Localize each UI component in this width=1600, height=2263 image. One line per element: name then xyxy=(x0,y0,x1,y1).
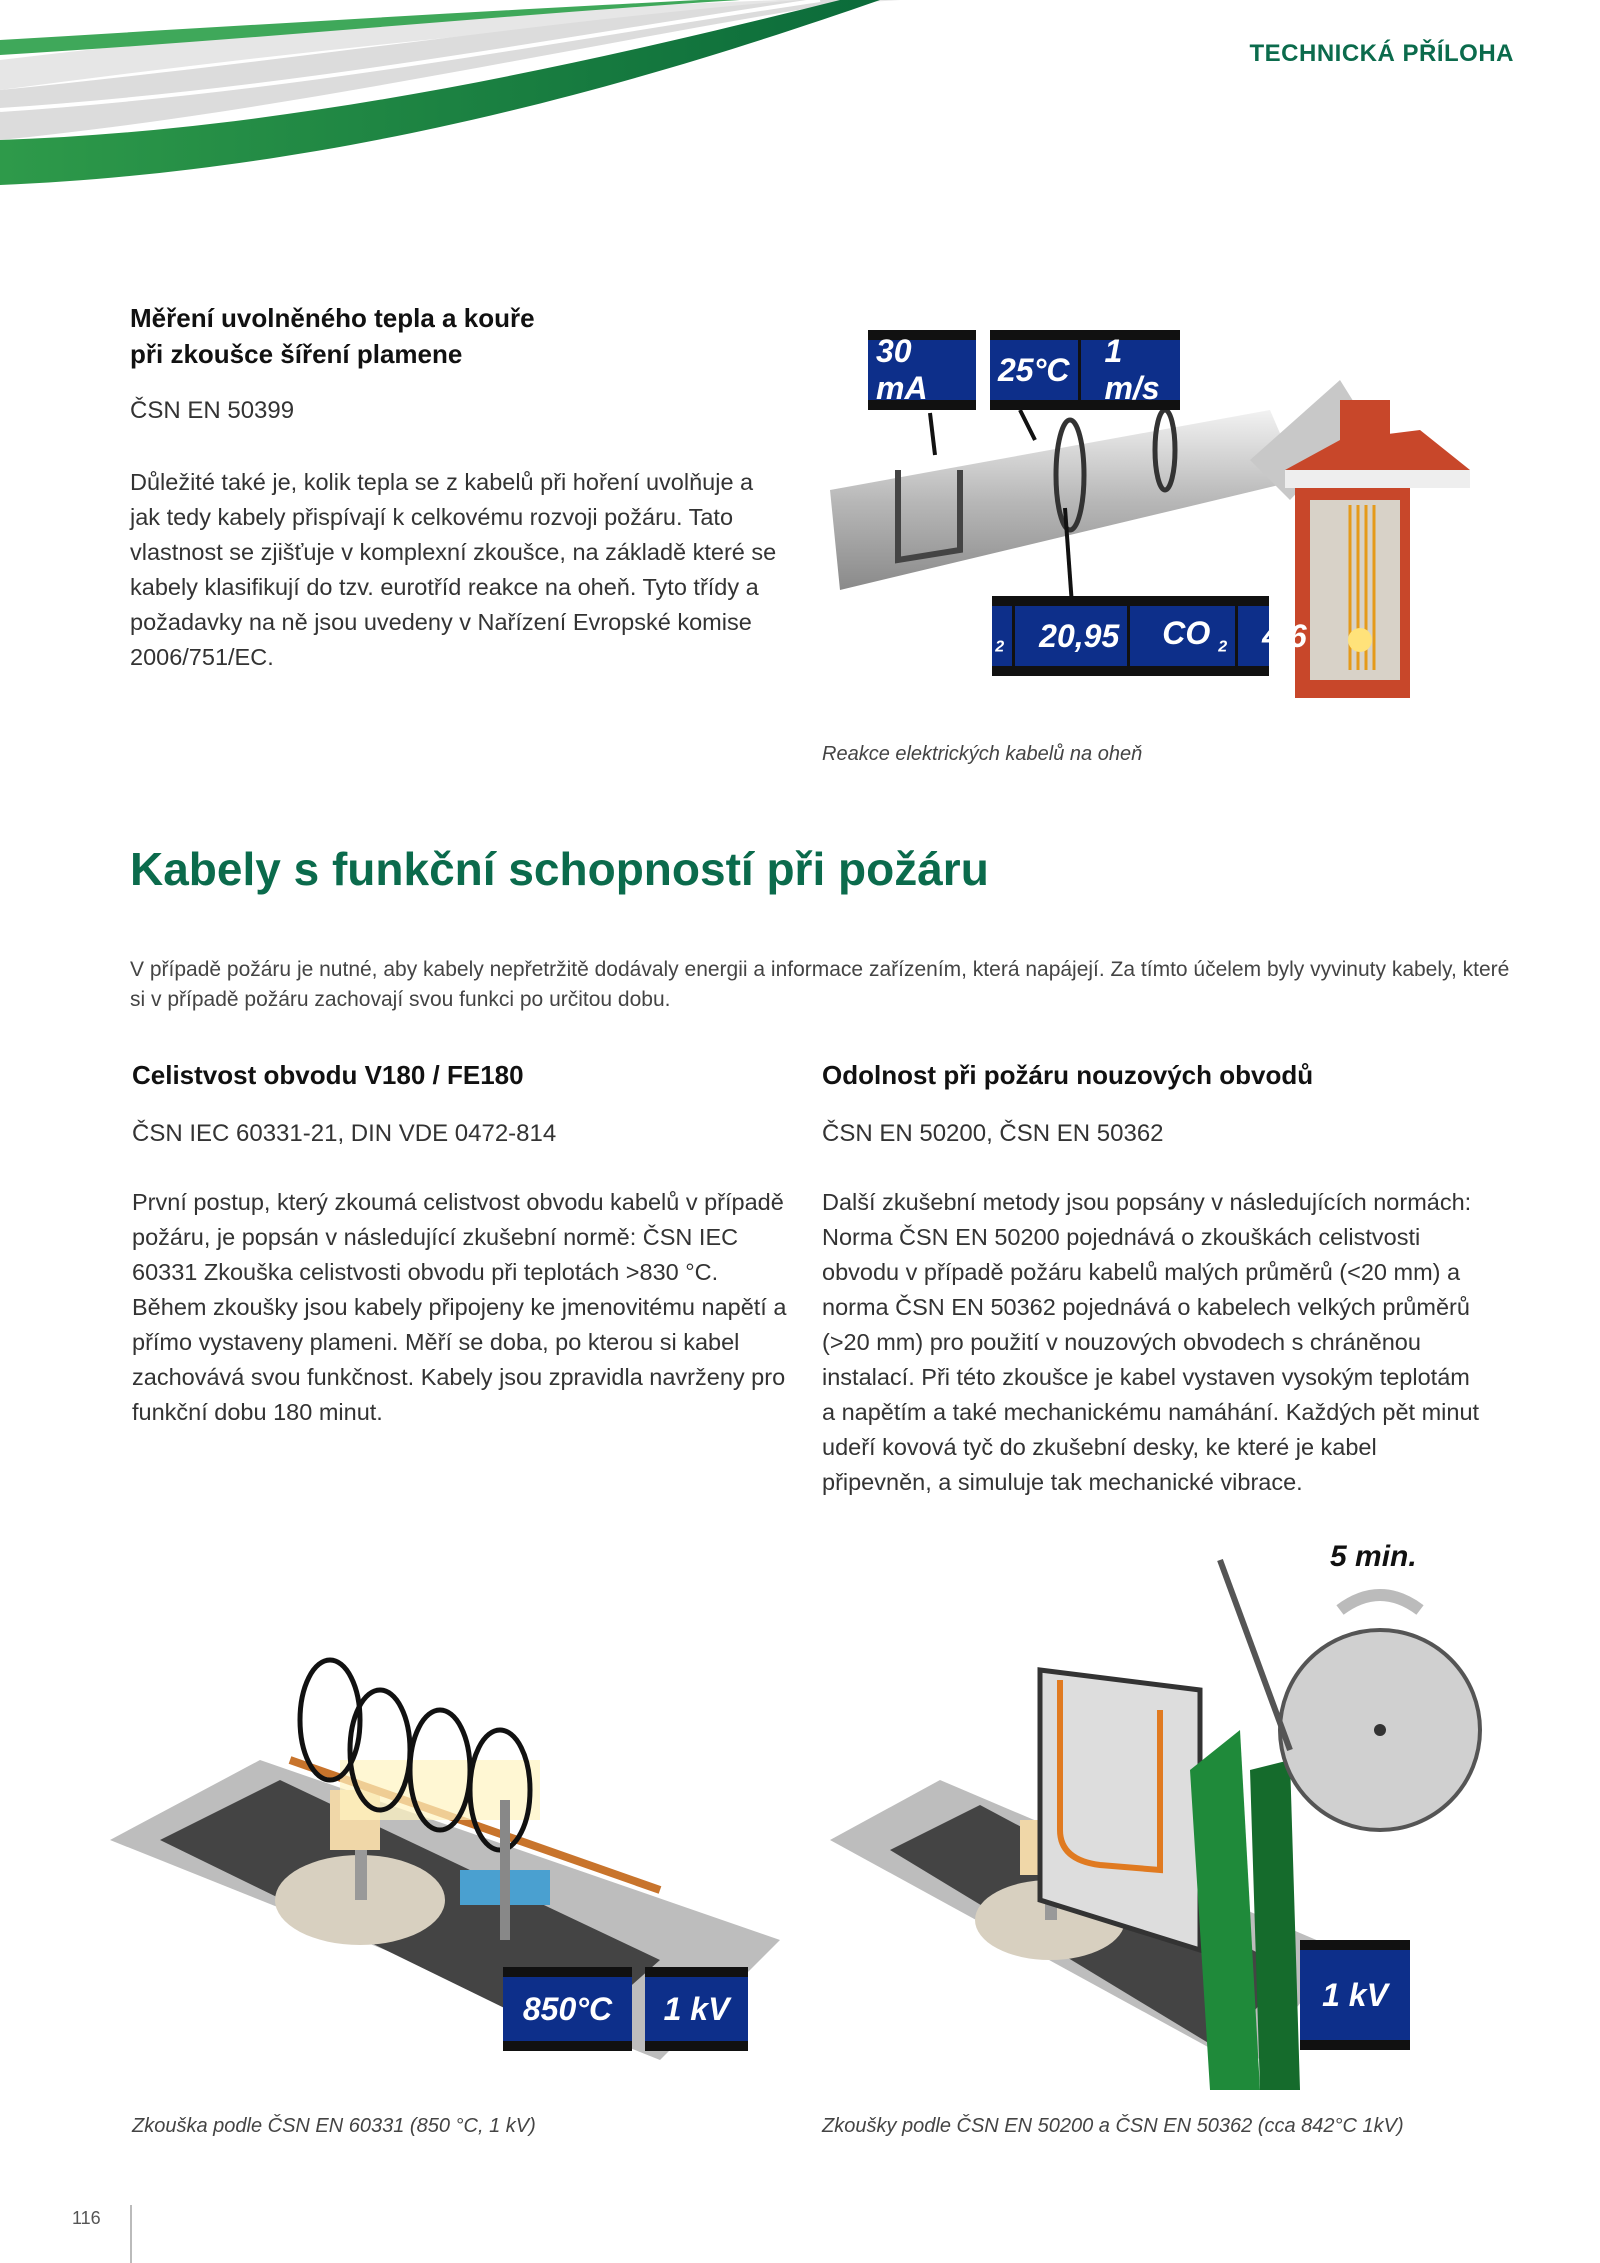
right-caption: Zkoušky podle ČSN EN 50200 a ČSN EN 50362 (cca 842°C 1kV) xyxy=(822,2115,1404,2137)
smoke-section-title xyxy=(130,300,535,372)
right-standard: ČSN EN 50200, ČSN EN 50362 xyxy=(822,1120,1164,1147)
smoke-standard: ČSN EN 50399 xyxy=(130,397,295,424)
o2-subscript: 2 xyxy=(995,638,1005,656)
co2-symbol xyxy=(1146,615,1235,656)
gas-readout xyxy=(962,596,1307,676)
temp-speed-readout xyxy=(990,330,1180,410)
o2-letter: O xyxy=(962,615,988,652)
main-intro: V případě požáru je nutné, aby kabely nepřetržitě dodávaly energii a informace zařízením, která napájejí. Za tímto účelem byly vyvinuty kabely, které si v případě požáru zachovají svou funkci po určitou dobu. xyxy=(130,958,1510,1011)
main-title: Kabely s funkční schopností při požáru xyxy=(130,843,989,895)
left-caption: Zkouška podle ČSN EN 60331 (850 °C, 1 kV) xyxy=(132,2115,536,2137)
voltage-value: 1 kV xyxy=(663,1990,730,2027)
current-value: 30 mA xyxy=(876,333,928,406)
interval-label: 5 min. xyxy=(1330,1540,1417,1573)
separator xyxy=(1078,340,1097,400)
title-line-1: Měření uvolněného tepla a kouře xyxy=(130,303,535,333)
current-readout xyxy=(868,330,976,410)
separator xyxy=(1127,606,1146,666)
co2-subscript: 2 xyxy=(1218,638,1228,656)
section-tag: TECHNICKÁ PŘÍLOHA xyxy=(1249,40,1514,67)
voltage-value: 1 kV xyxy=(1322,1976,1388,2013)
page-number: 116 xyxy=(72,2208,101,2228)
left-title: Celistvost obvodu V180 / FE180 xyxy=(132,1060,524,1090)
co2-value: 4,6 xyxy=(1262,617,1307,654)
footer-divider xyxy=(130,2205,132,2263)
o2-value: 20,95 xyxy=(1039,617,1120,654)
smoke-body: Důležité také je, kolik tepla se z kabelů při hoření uvolňuje a jak tedy kabely přispívají k celkovému rozvoji požáru. Tato vlastnost se zjišťuje v komplexní zkoušce, na základě které se kabely klasifikují do tzv. eurotříd reakce na oheň. Tyto třídy a požadavky na ně jsou uvedeny v Nařízení Evropské komise 2006/751/EC. xyxy=(130,469,777,670)
circuit-integrity-illustration xyxy=(100,1640,800,2090)
fire-reaction-caption: Reakce elektrických kabelů na oheň xyxy=(822,743,1143,765)
emergency-circuit-illustration xyxy=(820,1530,1510,2090)
right-body: Další zkušební metody jsou popsány v následujících normách: Norma ČSN EN 50200 pojednává o zkouškách celistvosti obvodu v případě požáru kabelů malých průměrů (<20 mm) a norma ČSN EN 50362 pojednává o kabelech velkých průměrů (>20 mm) pro použití v nouzových obvodech s chráněnou instalací. Při této zkoušce je kabel vystaven vysokým teplotám a napětím a také mechanickému namáhání. Každých pět minut udeří kovová tyč do zkušební desky, ke které je kabel připevněn, a simuluje tak mechanické vibrace. xyxy=(822,1189,1480,1495)
voltage-readout xyxy=(1300,1940,1410,2050)
speed-value: 1 m/s xyxy=(1104,333,1160,406)
left-standard: ČSN IEC 60331-21, DIN VDE 0472-814 xyxy=(132,1120,557,1147)
title-line-2: při zkoušce šíření plamene xyxy=(130,339,463,369)
right-title: Odolnost při požáru nouzových obvodů xyxy=(822,1060,1314,1090)
cable-swoosh-decoration xyxy=(0,0,900,200)
fire-reaction-illustration xyxy=(820,260,1500,750)
separator xyxy=(1012,606,1031,666)
temperature-readout xyxy=(503,1967,632,2051)
left-body: První postup, který zkoumá celistvost obvodu kabelů v případě požáru, je popsán v následující zkušební normě: ČSN IEC 60331 Zkouška celistvosti obvodu při teplotách >830 °C. Během zkoušky jsou kabely připojeny ke jmenovitému napětí a přímo vystaveny plameni. Měří se doba, po kterou si kabel zachovává svou funkčnost. Kabely jsou zpravidla navrženy pro funkční dobu 180 minut. xyxy=(132,1189,787,1425)
co2-letters: CO xyxy=(1162,615,1211,652)
separator xyxy=(1235,606,1254,666)
temperature-value: 850°C xyxy=(522,1990,613,2027)
o2-symbol xyxy=(946,615,1012,656)
temp-value: 25°C xyxy=(998,351,1070,388)
voltage-readout xyxy=(645,1967,748,2051)
